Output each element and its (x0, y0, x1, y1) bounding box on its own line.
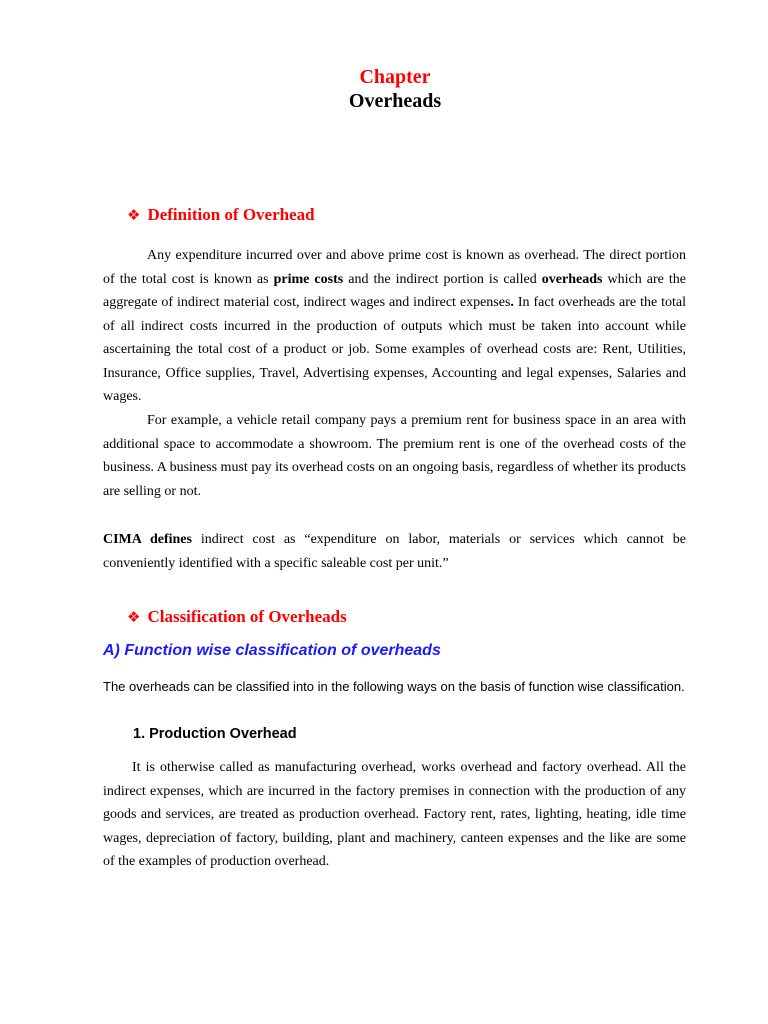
chapter-label: Chapter (359, 66, 431, 88)
section-heading-definition (127, 205, 315, 225)
classification-intro: The overheads can be classified into in the following ways on the basis of function wise classification. (103, 679, 685, 694)
bold-term-overheads: overheads (541, 271, 603, 287)
function-wise-heading: A) Function wise classification of overheads (103, 642, 441, 659)
production-overhead-heading: 1. Production Overhead (133, 726, 297, 742)
section-heading-label: Definition of Overhead (147, 205, 315, 224)
cima-label: CIMA defines (103, 532, 192, 547)
cima-text: indirect cost as “expenditure on labor, materials or services which cannot be conveniently identified with a specific saleable cost per unit.” (103, 532, 686, 571)
text-run: which are the aggregate of indirect material cost, indirect wages and indirect expenses (103, 271, 686, 310)
bold-term-prime-costs: prime costs (273, 271, 344, 287)
section-heading-label: Classification of Overheads (147, 607, 347, 626)
bold-period: . (510, 295, 514, 310)
text-run: and the indirect portion is called (343, 271, 542, 287)
definition-paragraph-2: For example, a vehicle retail company pays a premium rent for business space in an area with additional space to accommodate a showroom. The premium rent is one of the overhead costs of the business. A business must pay its overhead costs on an ongoing basis, regardless of whether its products are selling or not. (103, 413, 686, 499)
cima-definition (103, 528, 686, 575)
diamond-bullet-icon: ❖ (127, 608, 141, 626)
diamond-bullet-icon: ❖ (127, 206, 141, 224)
chapter-title: Overheads (348, 90, 442, 112)
definition-paragraph-1 (103, 244, 686, 409)
text-run: In fact overheads are the total of all indirect costs incurred in the production of outputs which must be taken into account while ascertaining the total cost of a product or job. Some examples of overhead costs are: Rent, Utilities, Insurance, Office supplies, Travel, Advertising expenses, Accounting and legal expenses, Salaries and wages. (103, 295, 686, 404)
section-heading-classification (127, 607, 347, 627)
production-overhead-paragraph: It is otherwise called as manufacturing overhead, works overhead and factory overhead. All the indirect expenses, which are incurred in the factory premises in connection with the production of any goods and services, are treated as production overhead. Factory rent, rates, lighting, heating, idle time wages, depreciation of factory, building, plant and machinery, canteen expenses and the like are some of the examples of production overhead. (103, 760, 686, 869)
text-run: Any expenditure incurred over and above prime cost is known as overhead. The direct portion of the total cost is known as (103, 248, 686, 287)
